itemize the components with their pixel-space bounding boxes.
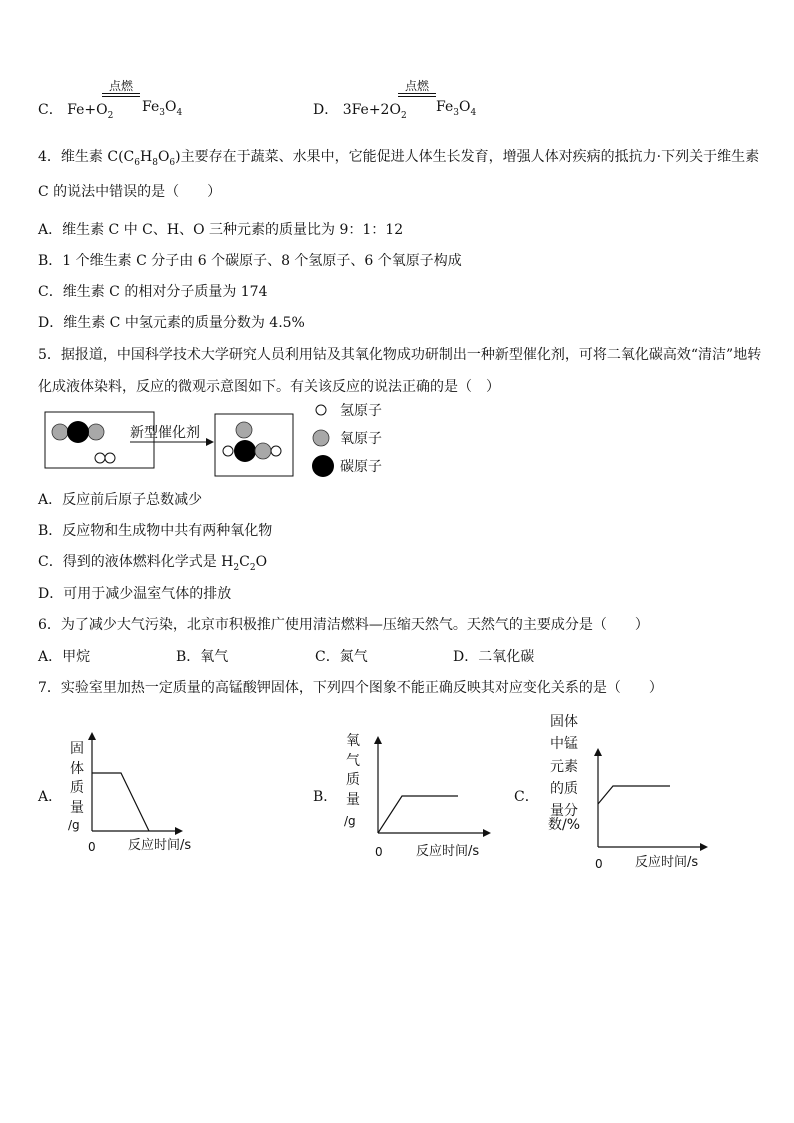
co2-oxygen-right <box>88 424 104 440</box>
graph-c-label: C． <box>514 789 539 805</box>
graph-a-origin: 0 <box>88 840 96 854</box>
graph-b-ylabel-char: 气 <box>346 753 360 769</box>
graph-a-ylabel-char: 质 <box>70 780 84 796</box>
q6-option-c: C．氮气 <box>315 649 368 665</box>
legend-carbon-icon <box>312 455 334 477</box>
q3-c-o: O <box>164 99 177 115</box>
graph-b-xlabel: 反应时间/s <box>416 844 480 859</box>
graph-b-x-arrow <box>483 829 491 837</box>
q3-d-condition-text: 点燃 <box>404 79 429 93</box>
q4-stem-a: 4．维生素 C(C <box>38 149 135 165</box>
q5-option-d: D．可用于减少温室气体的排放 <box>38 586 232 602</box>
co2-carbon <box>67 421 89 443</box>
graph-b-ylabel-char: 氧 <box>346 733 360 749</box>
graph-a-ylabel-char: 量 <box>70 800 84 816</box>
graph-b-line <box>378 796 458 833</box>
q3-d-fe-sub: 3 <box>453 107 459 118</box>
h2-atom-right <box>105 453 115 463</box>
q3-option-c <box>38 99 113 121</box>
q4-stem-line2: C 的说法中错误的是（ ） <box>38 184 222 200</box>
q4-m2: O <box>157 149 170 165</box>
graph-b-ylabel <box>344 733 360 828</box>
q3-d-o2-sub: 4 <box>470 107 477 118</box>
q4-stem <box>38 146 759 168</box>
q7-stem: 7．实验室里加热一定质量的高锰酸钾固体，下列四个图象不能正确反映其对应变化关系的是（ ） <box>38 680 663 696</box>
graph-c-ylabel-line: 数/% <box>548 817 581 833</box>
graph-b-y-arrow <box>374 736 382 744</box>
product-oxygen-top <box>236 422 252 438</box>
graph-b <box>340 728 510 868</box>
q4-m1: H <box>139 149 153 165</box>
graph-c-ylabel-line: 中锰 <box>550 736 578 752</box>
legend-hydrogen-label: 氢原子 <box>340 403 382 419</box>
q4-stem-b: )主要存在于蔬菜、水果中，它能促进人体生长发育，增强人体对疾病的抵抗力·下列关于维生素 <box>175 149 760 165</box>
q5-c-sub1: 2 <box>233 562 240 573</box>
q3-c-o2-sub: 4 <box>176 107 183 118</box>
graph-c-ylabel <box>548 713 580 833</box>
q4-sub2: 8 <box>152 157 158 168</box>
graph-b-ylabel-char: 质 <box>346 772 360 788</box>
q4-sub1: 6 <box>134 157 140 168</box>
q6-option-d: D．二氧化碳 <box>453 649 535 665</box>
h2-atom-left <box>95 453 105 463</box>
graph-b-ylabel-char: /g <box>344 814 356 828</box>
q3-c-product <box>142 99 182 118</box>
q5-stem-line1: 5．据报道，中国科学技术大学研究人员利用钴及其氧化物成功研制出一种新型催化剂，可将二氧化碳高效“清洁”地转 <box>38 347 762 363</box>
graph-c-xlabel: 反应时间/s <box>635 855 699 870</box>
graph-c-ylabel-line: 的质 <box>550 781 578 797</box>
q5-c-post: O <box>255 554 268 570</box>
q5-option-b: B．反应物和生成物中共有两种氧化物 <box>38 523 273 539</box>
graph-a-xlabel: 反应时间/s <box>128 838 192 853</box>
q3-c-fe-sub: 3 <box>159 107 165 118</box>
co2-oxygen-left <box>52 424 68 440</box>
q4-option-d: D．维生素 C 中氢元素的质量分数为 4.5% <box>38 315 305 331</box>
graph-a <box>62 730 222 860</box>
graph-c-ylabel-line: 量分 <box>550 803 578 819</box>
product-hydrogen-left <box>223 446 233 456</box>
q4-option-c: C．维生素 C 的相对分子质量为 174 <box>38 284 268 300</box>
q3-d-eq-lhs: 3Fe+2O <box>342 102 401 118</box>
graph-a-x-arrow <box>175 827 183 835</box>
product-oxygen-right <box>255 443 271 459</box>
q5-option-a: A．反应前后原子总数减少 <box>38 492 203 508</box>
q3-c-o-sub: 2 <box>107 110 114 121</box>
graph-b-ylabel-char: 量 <box>346 792 360 808</box>
reaction-arrowhead <box>206 438 214 446</box>
q3-c-condition <box>102 80 140 97</box>
product-carbon <box>234 440 256 462</box>
q5-c-pre: C．得到的液体燃料化学式是 H <box>38 554 234 570</box>
q3-c-condition-text: 点燃 <box>108 79 133 93</box>
q3-d-equals-bar <box>398 93 436 97</box>
q4-option-a: A．维生素 C 中 C、H、O 三种元素的质量比为 9：1：12 <box>38 222 404 238</box>
graph-a-ylabel-char: 固 <box>70 741 84 757</box>
q3-d-fe: Fe <box>436 99 454 115</box>
q5-reaction-diagram <box>40 398 400 482</box>
legend-hydrogen-icon <box>316 405 326 415</box>
graph-b-label: B． <box>313 789 338 805</box>
q6-option-b: B．氧气 <box>176 649 229 665</box>
graph-a-y-arrow <box>88 732 96 740</box>
q5-c-sub2: 2 <box>249 562 256 573</box>
graph-a-ylabel <box>68 741 84 832</box>
q3-d-o: O <box>458 99 471 115</box>
q6-option-a: A．甲烷 <box>38 649 91 665</box>
q3-c-equals-bar <box>102 93 140 97</box>
graph-c-origin: 0 <box>595 857 603 871</box>
graph-a-ylabel-char: /g <box>68 818 80 832</box>
legend-carbon-label: 碳原子 <box>340 459 382 475</box>
q5-c-mid: C <box>239 554 250 570</box>
graph-c <box>540 708 715 878</box>
q6-stem: 6．为了减少大气污染，北京市积极推广使用清洁燃料—压缩天然气。天然气的主要成分是（ ） <box>38 617 649 633</box>
graph-c-x-arrow <box>700 843 708 851</box>
q3-c-fe: Fe <box>142 99 160 115</box>
graph-a-line <box>92 773 149 831</box>
q5-option-c <box>38 551 267 573</box>
graph-b-origin: 0 <box>375 845 383 859</box>
arrow-label: 新型催化剂 <box>130 425 200 441</box>
q5-stem-line2: 化成液体染料，反应的微观示意图如下。有关该反应的说法正确的是（ ） <box>38 379 500 395</box>
q3-c-label: C． <box>38 102 63 118</box>
graph-c-line <box>598 786 670 804</box>
graph-c-ylabel-line: 元素 <box>550 759 578 775</box>
graph-a-ylabel-char: 体 <box>70 761 84 777</box>
graph-c-ylabel-line: 固体 <box>550 714 578 730</box>
q4-sub3: 6 <box>169 157 176 168</box>
graph-c-y-arrow <box>594 748 602 756</box>
q3-d-o-sub: 2 <box>400 110 407 121</box>
legend-oxygen-icon <box>313 430 329 446</box>
q3-d-condition <box>398 80 436 97</box>
product-hydrogen-right <box>271 446 281 456</box>
q3-d-product <box>436 99 476 118</box>
legend-oxygen-label: 氧原子 <box>340 431 382 447</box>
q3-option-d <box>313 99 407 121</box>
q4-option-b: B．1 个维生素 C 分子由 6 个碳原子、8 个氢原子、6 个氧原子构成 <box>38 253 462 269</box>
graph-a-label: A． <box>38 789 63 805</box>
q3-c-eq-lhs: Fe+O <box>67 102 108 118</box>
q3-d-label: D． <box>313 102 339 118</box>
